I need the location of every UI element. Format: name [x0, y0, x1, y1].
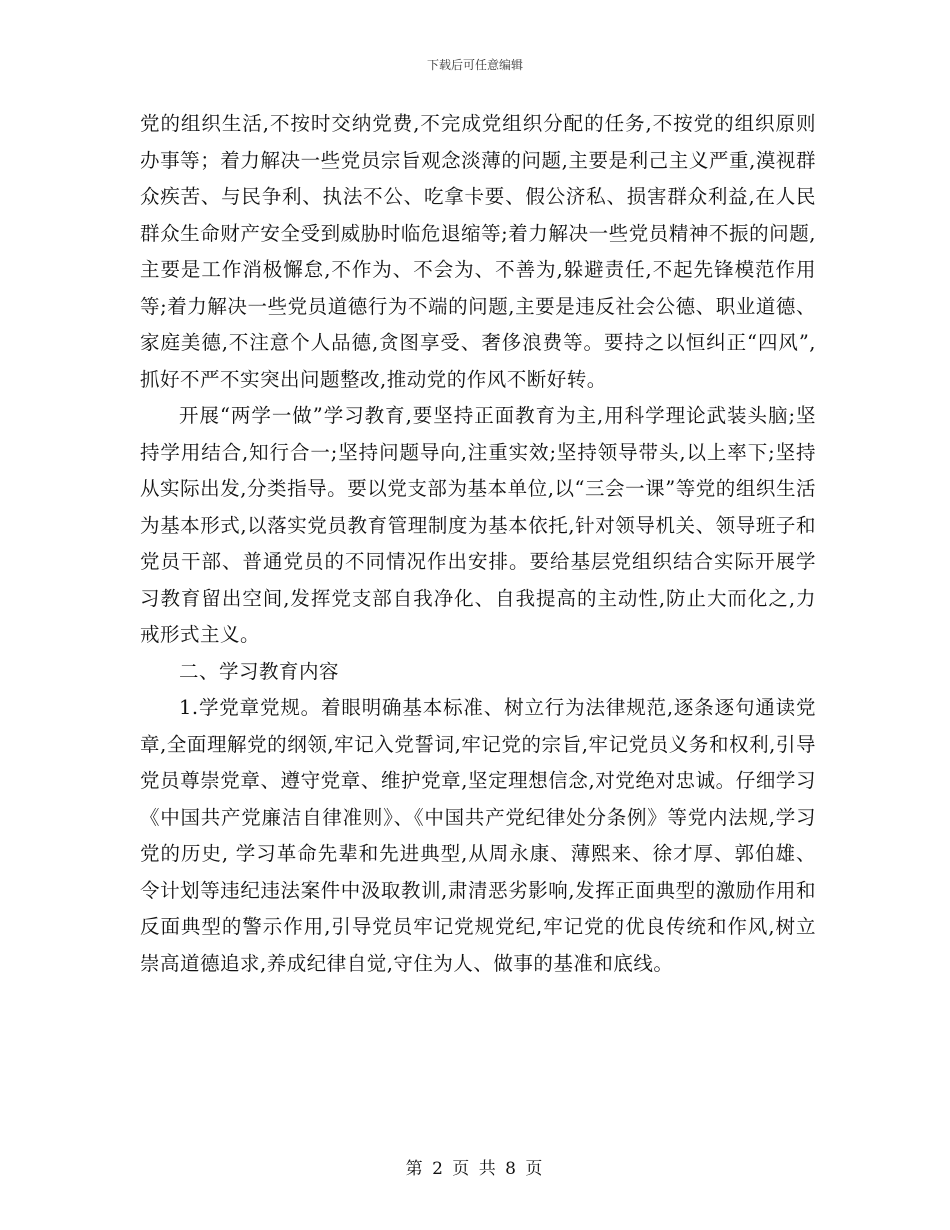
- section-heading: 二、学习教育内容: [179, 659, 340, 683]
- paragraph-study-party-constitution: 1.学党章党规。着眼明确基本标准、树立行为法律规范,逐条逐句通读党章,全面理解党的纲领,牢记入党誓词,牢记党的宗旨,牢记党员义务和权利,引导党员尊崇党章、遵守党章、维护党章,坚定理想信念,对党绝对忠诚。仔细学习《中国共产党廉洁自律准则》、《中国共产党纪律处分条例》等党内法规,学习党的历史, 学习革命先辈和先进典型,从周永康、薄熙来、徐才厚、郭伯雄、令计划等违纪违法案件中汲取教训,肃清恶劣影响,发挥正面典型的激励作用和反面典型的警示作用,引导党员牢记党规党纪,牢记党的优良传统和作风,树立崇高道德追求,养成纪律自觉,守住为人、做事的基准和底线。: [140, 696, 816, 975]
- document-body: [140, 106, 816, 982]
- page-number: 第 2 页 共 8 页: [405, 1159, 545, 1179]
- paragraph-two-study-one-do: 开展“两学一做”学习教育,要坚持正面教育为主,用科学理论武装头脑;坚持学用结合,知行合一;坚持问题导向,注重实效;坚持领导带头,以上率下;坚持从实际出发,分类指导。要以党支部为基本单位,以“三会一课”等党的组织生活为基本形式,以落实党员教育管理制度为基本依托,针对领导机关、领导班子和党员干部、普通党员的不同情况作出安排。要给基层党组织结合实际开展学习教育留出空间,发挥党支部自我净化、自我提高的主动性,防止大而化之,力戒形式主义。: [140, 404, 816, 646]
- paragraph-continued: 党的组织生活,不按时交纳党费,不完成党组织分配的任务,不按党的组织原则办事等；着力解决一些党员宗旨观念淡薄的问题,主要是利己主义严重,漠视群众疾苦、与民争利、执法不公、吃拿卡要、假公济私、损害群众利益,在人民群众生命财产安全受到威胁时临危退缩等;着力解决一些党员精神不振的问题,主要是工作消极懈怠,不作为、不会为、不善为,躲避责任,不起先锋模范作用等;着力解决一些党员道德行为不端的问题,主要是违反社会公德、职业道德、家庭美德,不注意个人品德,贪图享受、奢侈浪费等。要持之以恒纠正“四风”,抓好不严不实突出问题整改,推动党的作风不断好转。: [140, 112, 816, 391]
- header-note: 下载后可任意编辑: [426, 58, 523, 72]
